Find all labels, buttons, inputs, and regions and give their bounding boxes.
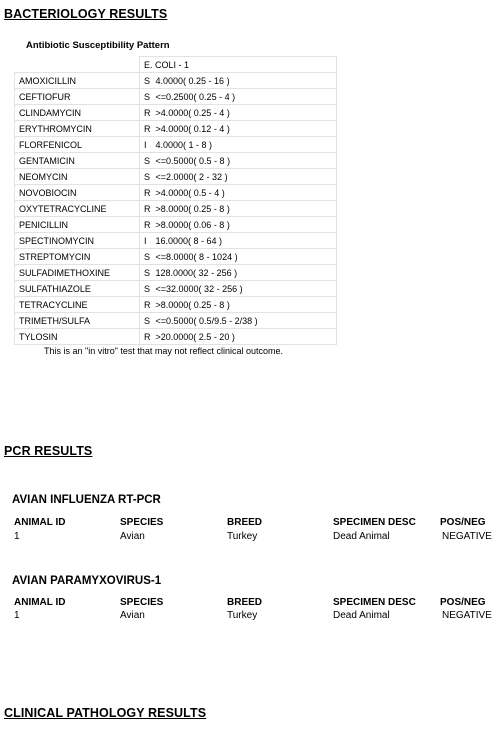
antibiotic-name: CEFTIOFUR	[15, 89, 140, 105]
antibiotic-name: NEOMYCIN	[15, 169, 140, 185]
susceptibility-result	[140, 105, 337, 121]
interpretation-code: S	[144, 171, 151, 182]
interpretation-code: S	[144, 155, 151, 166]
susceptibility-result	[140, 297, 337, 313]
cell-specimen-desc: Dead Animal	[333, 531, 390, 542]
interpretation-code: R	[144, 331, 151, 342]
susceptibility-result	[140, 89, 337, 105]
mic-value: >4.0000( 0.25 - 4 )	[155, 107, 230, 118]
col-animal-id: ANIMAL ID	[14, 517, 66, 528]
cell-result: NEGATIVE	[442, 610, 492, 621]
table-row	[15, 297, 337, 313]
table-row	[15, 169, 337, 185]
table-row	[15, 329, 337, 345]
test-title: AVIAN INFLUENZA RT-PCR	[12, 494, 161, 506]
clinical-pathology-title: CLINICAL PATHOLOGY RESULTS	[4, 706, 207, 720]
table-row	[15, 153, 337, 169]
mic-value: <=2.0000( 2 - 32 )	[155, 171, 228, 182]
empty-header-cell	[15, 57, 140, 73]
susceptibility-result	[140, 169, 337, 185]
antibiotic-name: TETRACYCLINE	[15, 297, 140, 313]
susceptibility-result	[140, 217, 337, 233]
cell-animal-id: 1	[14, 531, 20, 542]
interpretation-code: S	[144, 315, 151, 326]
mic-value: <=8.0000( 8 - 1024 )	[155, 251, 238, 262]
antibiotic-name: GENTAMICIN	[15, 153, 140, 169]
antibiotic-name: NOVOBIOCIN	[15, 185, 140, 201]
susceptibility-result	[140, 201, 337, 217]
susceptibility-result	[140, 185, 337, 201]
cell-breed: Turkey	[227, 610, 258, 621]
test-title: AVIAN PARAMYXOVIRUS-1	[12, 575, 162, 587]
in-vitro-note: This is an "in vitro" test that may not reflect clinical outcome.	[44, 346, 283, 356]
antibiotic-name: TYLOSIN	[15, 329, 140, 345]
mic-value: <=0.5000( 0.5 - 8 )	[155, 155, 231, 166]
susceptibility-result	[140, 121, 337, 137]
col-specimen-desc: SPECIMEN DESC	[333, 597, 416, 608]
susceptibility-result	[140, 233, 337, 249]
antibiotic-name: FLORFENICOL	[15, 137, 140, 153]
mic-value: 4.0000( 1 - 8 )	[155, 139, 213, 150]
antibiotic-name: CLINDAMYCIN	[15, 105, 140, 121]
mic-value: <=0.2500( 0.25 - 4 )	[155, 91, 236, 102]
mic-value: <=32.0000( 32 - 256 )	[155, 283, 243, 294]
mic-value: >20.0000( 2.5 - 20 )	[155, 331, 235, 342]
susceptibility-subtitle: Antibiotic Susceptibility Pattern	[26, 40, 170, 51]
interpretation-code: I	[144, 139, 147, 150]
interpretation-code: S	[144, 75, 151, 86]
cell-result: NEGATIVE	[442, 531, 492, 542]
susceptibility-result	[140, 153, 337, 169]
col-animal-id: ANIMAL ID	[14, 597, 66, 608]
table-row	[15, 105, 337, 121]
mic-value: >8.0000( 0.25 - 8 )	[155, 203, 230, 214]
antibiotic-name: SULFADIMETHOXINE	[15, 265, 140, 281]
mic-value: >4.0000( 0.5 - 4 )	[155, 187, 225, 198]
susceptibility-result	[140, 137, 337, 153]
mic-value: <=0.5000( 0.5/9.5 - 2/38 )	[155, 315, 258, 326]
antibiotic-name: SULFATHIAZOLE	[15, 281, 140, 297]
antibiotic-name: AMOXICILLIN	[15, 73, 140, 89]
table-row	[15, 249, 337, 265]
col-breed: BREED	[227, 517, 263, 528]
table-row	[15, 281, 337, 297]
col-specimen-desc: SPECIMEN DESC	[333, 517, 416, 528]
interpretation-code: R	[144, 123, 151, 134]
susceptibility-table	[14, 56, 337, 345]
table-row	[15, 73, 337, 89]
table-header-row	[15, 57, 337, 73]
interpretation-code: R	[144, 219, 151, 230]
susceptibility-result	[140, 313, 337, 329]
table-row	[15, 201, 337, 217]
cell-species: Avian	[120, 531, 145, 542]
pcr-title: PCR RESULTS	[4, 444, 93, 458]
bacteriology-title: BACTERIOLOGY RESULTS	[4, 7, 168, 21]
table-row	[15, 137, 337, 153]
susceptibility-result	[140, 249, 337, 265]
antibiotic-name: SPECTINOMYCIN	[15, 233, 140, 249]
table-row	[15, 185, 337, 201]
mic-value: 4.0000( 0.25 - 16 )	[155, 75, 230, 86]
interpretation-code: R	[144, 299, 151, 310]
interpretation-code: R	[144, 187, 151, 198]
cell-species: Avian	[120, 610, 145, 621]
interpretation-code: R	[144, 203, 151, 214]
col-breed: BREED	[227, 597, 263, 608]
cell-animal-id: 1	[14, 610, 20, 621]
interpretation-code: S	[144, 91, 151, 102]
col-species: SPECIES	[120, 517, 164, 528]
col-species: SPECIES	[120, 597, 164, 608]
interpretation-code: S	[144, 251, 151, 262]
antibiotic-name: PENICILLIN	[15, 217, 140, 233]
mic-value: >4.0000( 0.12 - 4 )	[155, 123, 230, 134]
mic-value: >8.0000( 0.06 - 8 )	[155, 219, 230, 230]
mic-value: >8.0000( 0.25 - 8 )	[155, 299, 230, 310]
antibiotic-name: OXYTETRACYCLINE	[15, 201, 140, 217]
table-row	[15, 233, 337, 249]
table-row	[15, 265, 337, 281]
col-pos-neg: POS/NEG	[440, 517, 486, 528]
mic-value: 16.0000( 8 - 64 )	[155, 235, 223, 246]
interpretation-code: R	[144, 107, 151, 118]
col-pos-neg: POS/NEG	[440, 597, 486, 608]
susceptibility-result	[140, 73, 337, 89]
cell-breed: Turkey	[227, 531, 258, 542]
table-row	[15, 313, 337, 329]
table-row	[15, 121, 337, 137]
susceptibility-result	[140, 265, 337, 281]
mic-value: 128.0000( 32 - 256 )	[155, 267, 238, 278]
table-row	[15, 89, 337, 105]
interpretation-code: S	[144, 267, 151, 278]
interpretation-code: I	[144, 235, 147, 246]
interpretation-code: S	[144, 283, 151, 294]
organism-header: E. COLI - 1	[140, 57, 337, 73]
antibiotic-name: STREPTOMYCIN	[15, 249, 140, 265]
antibiotic-name: ERYTHROMYCIN	[15, 121, 140, 137]
cell-specimen-desc: Dead Animal	[333, 610, 390, 621]
susceptibility-result	[140, 329, 337, 345]
susceptibility-result	[140, 281, 337, 297]
antibiotic-name: TRIMETH/SULFA	[15, 313, 140, 329]
table-row	[15, 217, 337, 233]
